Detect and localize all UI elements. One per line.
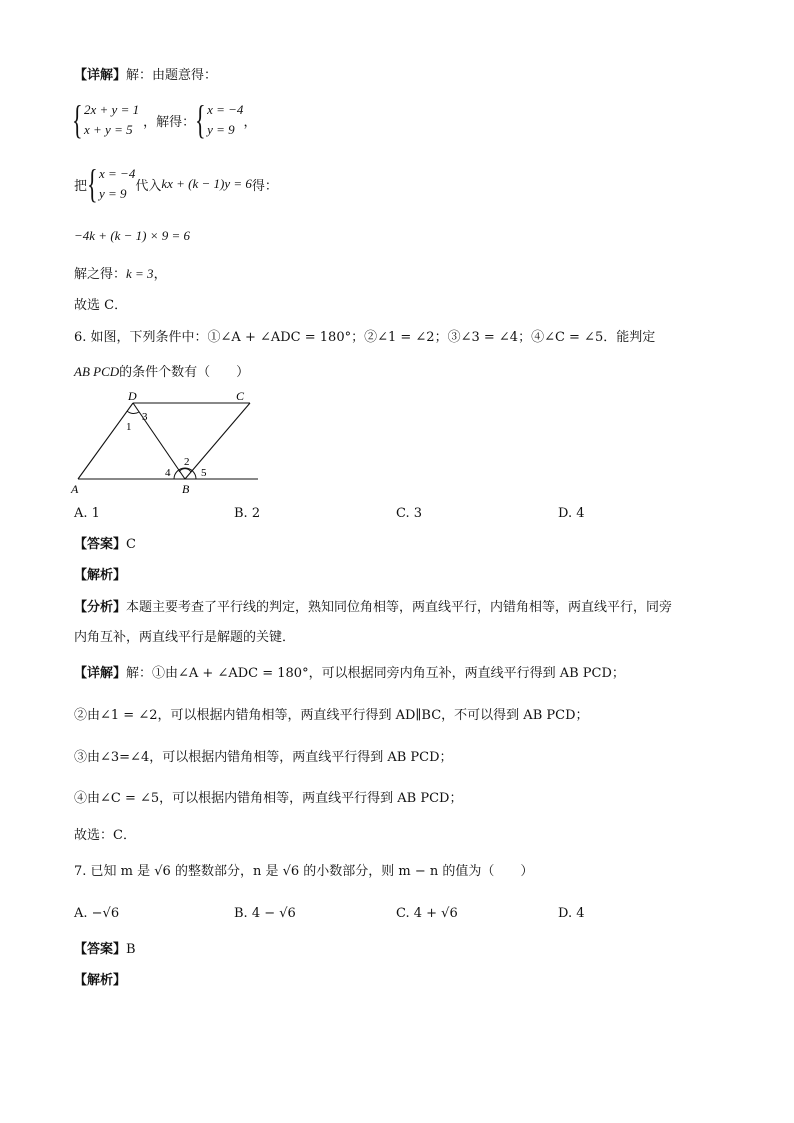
substitute-mid: 代入 bbox=[135, 178, 162, 194]
q6-option-d: D. 4 bbox=[558, 506, 585, 521]
q6-stem-line1: 6. 如图，下列条件中：①∠A + ∠ADC = 180°；②∠1 = ∠2；③∠3 = ∠4；④∠C = ∠5．能判定 bbox=[74, 330, 656, 345]
solve-label: ，解得： bbox=[143, 114, 196, 130]
left-brace-icon: { bbox=[87, 161, 98, 206]
q5-detail-line bbox=[74, 66, 217, 86]
q7-option-c: C. 4 + √6 bbox=[396, 906, 458, 921]
label-angle-5: 5 bbox=[201, 467, 207, 479]
substitute-expr: kx + (k − 1)y = 6 bbox=[161, 176, 252, 191]
q6-detail-2: ②由∠1 = ∠2，可以根据内错角相等，两直线平行得到 AD∥BC，不可以得到 AB PCD； bbox=[74, 708, 589, 723]
label-a: A bbox=[71, 482, 79, 496]
equation-system-1: 2x + y = 1 x + y = 5 bbox=[84, 102, 140, 137]
left-brace-icon: { bbox=[72, 97, 83, 142]
q6-analysis-line1: 【分析】本题主要考查了平行线的判定，熟知同位角相等，两直线平行，内错角相等，两直线平行，同旁 bbox=[74, 600, 673, 615]
q7-analysis-heading: 【解析】 bbox=[74, 973, 127, 988]
label-angle-2: 2 bbox=[184, 456, 190, 468]
q6-choice: 故选：C． bbox=[74, 828, 136, 843]
label-d: D bbox=[128, 390, 137, 403]
q7-option-d: D. 4 bbox=[558, 906, 585, 921]
q6-option-c: C. 3 bbox=[396, 506, 423, 521]
q7-option-a: A. −√6 bbox=[74, 906, 120, 921]
q5-solve-result: 解之得：k = 3， bbox=[74, 266, 167, 282]
angle-arc-d bbox=[127, 411, 139, 414]
label-b: B bbox=[182, 482, 190, 496]
segment-ad bbox=[78, 403, 133, 479]
equation-system-3: x = −4 y = 9 bbox=[99, 166, 136, 201]
q6-detail-4: ④由∠C = ∠5，可以根据内错角相等，两直线平行得到 AB PCD； bbox=[74, 791, 463, 806]
q6-detail-3: ③由∠3=∠4，可以根据内错角相等，两直线平行得到 AB PCD； bbox=[74, 750, 453, 765]
substitute-suffix: 得： bbox=[251, 178, 278, 194]
q6-stem-line2: AB PCD的条件个数有（ ） bbox=[74, 364, 250, 380]
segment-db bbox=[133, 403, 185, 479]
detail-intro: 解：由题意得： bbox=[126, 68, 218, 83]
q6-answer: 【答案】C bbox=[74, 537, 136, 552]
q5-equation: −4k + (k − 1) × 9 = 6 bbox=[74, 228, 191, 243]
detail-heading: 【详解】 bbox=[74, 68, 127, 83]
left-brace-icon: { bbox=[195, 97, 206, 142]
q7-answer: 【答案】B bbox=[74, 942, 136, 957]
q6-analysis-heading: 【解析】 bbox=[74, 568, 127, 583]
q6-option-a: A. 1 bbox=[74, 506, 100, 521]
label-angle-1: 1 bbox=[126, 421, 132, 433]
q5-substitute-line bbox=[74, 161, 278, 206]
q6-detail-1: 【详解】解：①由∠A + ∠ADC = 180°，可以根据同旁内角互补，两直线平行得到 AB PCD； bbox=[74, 666, 625, 681]
q6-option-b: B. 2 bbox=[234, 506, 261, 521]
q6-analysis-line2: 内角互补，两直线平行是解题的关键． bbox=[74, 630, 296, 645]
separator: ， bbox=[243, 114, 257, 130]
q5-system-line bbox=[72, 97, 257, 142]
label-angle-4: 4 bbox=[165, 467, 171, 479]
label-c: C bbox=[236, 390, 245, 403]
q7-stem: 7. 已知 m 是 √6 的整数部分，n 是 √6 的小数部分，则 m − n 的值为（ ） bbox=[74, 864, 534, 879]
parallelogram-figure bbox=[70, 390, 270, 500]
segment-bc bbox=[185, 403, 250, 479]
equation-system-2: x = −4 y = 9 bbox=[207, 102, 244, 137]
q7-option-b: B. 4 − √6 bbox=[234, 906, 296, 921]
label-angle-3: 3 bbox=[142, 411, 148, 423]
substitute-prefix: 把 bbox=[74, 178, 88, 194]
q5-choice: 故选 C． bbox=[74, 298, 128, 313]
